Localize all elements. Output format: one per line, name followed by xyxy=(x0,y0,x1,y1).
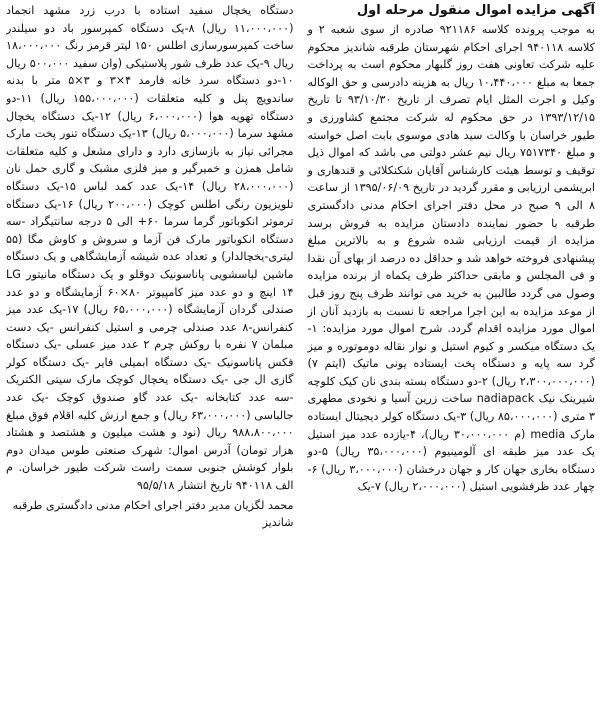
notice-title: آگهی مزایده اموال منقول مرحله اول xyxy=(356,3,595,18)
notice-right-column xyxy=(306,2,596,710)
notice-paragraph-main: به موجب پرونده کلاسه ۹۲۱۱۸۶ صادره از سوی شعبه ۲ و کلاسه ۹۴۰۱۱۸ اجرای احکام شهرستان طرقبه شاندیز محکوم علیه شرکت تعاونی هفت روز گلبهار محکوم است به پرداخت جمعا به مبلغ ۱۰،۴۴۰،۰۰۰ ریال به هزینه دادرسی و حق الوکاله وکیل و اجرت المثل ایام تصرف از تاریخ ۹۳/۱۰/۳۰ تا تاریخ ۱۳۹۳/۱۲/۱۵ در حق محکوم له شرکت مجتمع کشاورزی و طیور خراسان با وکالت سید هادی موسوی بابت اصل خواسته و مبلغ ۷۵۱۷۳۴۰ ریال نیم عشر دولتی می باشد که اموال ذیل توقیف و توسط هیئت کارشناس آقایان شکنکلائی و قندهاری و ابریشمی ارزیابی و مقرر گردید در تاریخ ۱۳۹۵/۰۶/۰۹ از ساعت ۸ الی ۹ صبح در محل دفتر اجرای احکام مدنی دادگستری طرقبه با حضور نماینده دادستان مزایده به فروش برسد مزایده از قیمت ارزیابی شده شروع و به بالاترین مبلغ پیشنهادی فروخته خواهد شد و حداقل ده درصد از بهای آن نقدا و فی المجلس و مابقی حداکثر ظرف یکماه از برنده مزایده وصول می گردد طالبین به خرید می توانند ظرف پنج روز قبل از موعد مزایده به این اجرا مراجعه تا نسبت به بازدید آنان از اموال مورد مزایده اقدام گردد. شرح اموال مورد مزایده: ۱-یک دستگاه میکسر و کیوم استیل و نوار نقاله دوموتوره و میز گرد سه پایه و دستگاه پخت ایستاده یونی ماتیک (ایتم ۷) (۲،۳۰۰،۰۰۰،۰۰۰ ریال) ۲-دو دستگاه بسته بندی نان کیک کلوچه شیرینک نیک nadiapack ساخت زرین آسیا و نخودی مطهری ۳ متری (۸۵،۰۰۰،۰۰۰ ریال) ۳-یک دستگاه کولر دیجیتال ایستاده مارک media (م ۳۰،۰۰۰،۰۰۰ ریال)، ۴-یازده عدد میز استیل یک عدد میز طبقه ای آلومینیوم (۳۵،۰۰۰،۰۰۰ ریال) ۵-دو دستگاه بخاری جهان کار و جهان درخشان (۳،۰۰۰،۰۰۰ ریال) ۶-چهار عدد ظرفشویی استیل (۲،۰۰۰،۰۰۰ ریال) ۷-یک xyxy=(307,23,595,494)
notice-signature: محمد لگزیان مدیر دفتر اجرای احکام مدنی دادگستری طرقبه شاندیز xyxy=(12,498,294,530)
notice-paragraph-continued: دستگاه یخچال سفید استاده با درب زرد مشهد انجماد (۱۱،۰۰۰،۰۰۰ ریال) ۸-یک دستگاه کمپرسور باد دو سیلندر ساخت کمپرسورسازی اطلس ۱۵۰ لیتر قرمز رنگ ۱۸،۰۰۰،۰۰۰ ریال ۹-یک عدد ظرف شور پلاستیکی (وان سفید ۵۰۰،۰۰۰ ریال ۱۰-دو دستگاه سرد خانه فارمد ۴×۳ و ۳×۵ متر با بدنه ساندویچ پنل و کلیه متعلقات (۱۵۵،۰۰۰،۰۰۰ ریال) ۱۱-دو دستگاه تهویه هوا (۶،۰۰۰،۰۰۰ ریال) ۱۲-یک دستگاه یخچال مشهد سرما (۵،۰۰۰،۰۰۰ ریال) ۱۳-یک دستگاه تنور پخت مارک مجرائی نیاز به بازسازی دارد و دارای مشعل و کلیه متعلقات شامل همزن و خمیرگیر و میز فلزی مشبک و گاری حمل نان (۲۸،۰۰۰،۰۰۰ ریال) ۱۴-یک عدد کمد لباس ۱۵-یک دستگاه تلویزیون رنگی اطلس کوچک (۲۰۰،۰۰۰ ریال) ۱۶-یک دستگاه ترموتر انکوباتور گرما سرما ۶۰+ الی ۵ درجه سانتیگراد -سه دستگاه انکوباتور مارک فن آزما و سروش و کاوش مگا (۵۵ لیتری-یخچالدار) و تعداد عده شیشه آزمایشگاهی و یک دستگاه ماشین لباسشویی پاناسونیک دوقلو و یک دستگاه مانیتور LG ۱۴ اینچ و دو عدد میز کامپیوتر ۸۰×۶۰ آزمایشگاه و دو عدد صندلی گردان آزمایشگاه (۶۵،۰۰۰،۰۰۰ ریال) ۱۷-یک عدد میز کنفرانس-۸ عدد صندلی چرمی و استیل کنفرانس -یک دست مبلمان ۷ نفره با روکش چرم ۲ عدد میز عسلی -یک دستگاه فکس پاناسونیک -یک دستگاه ابمیلی فایر -یک دستگاه کولر گازی ال جی -یک دستگاه یخچال کوچک مارک سیتی الکتریک -سه عدد کتابخانه -یک عدد گاو صندوق کوچک -یک عدد جالباسی (۶۳،۰۰۰،۰۰۰ ریال) و جمع ارزش کلیه اقلام فوق مبلغ ۹۸۸،۸۰۰،۰۰۰ ریال (نود و هشت میلیون و هشتصد و هشتاد هزار تومان) آدرس اموال: شهرک صنعتی طوس میدان دوم بلوار کوشش جنوبی سمت راست شرکت طیور خراسان. م الف ۹۴۰۱۱۸ تاریخ انتشار ۹۵/۵/۱۸ xyxy=(6,4,294,493)
notice-left-column xyxy=(6,2,296,710)
